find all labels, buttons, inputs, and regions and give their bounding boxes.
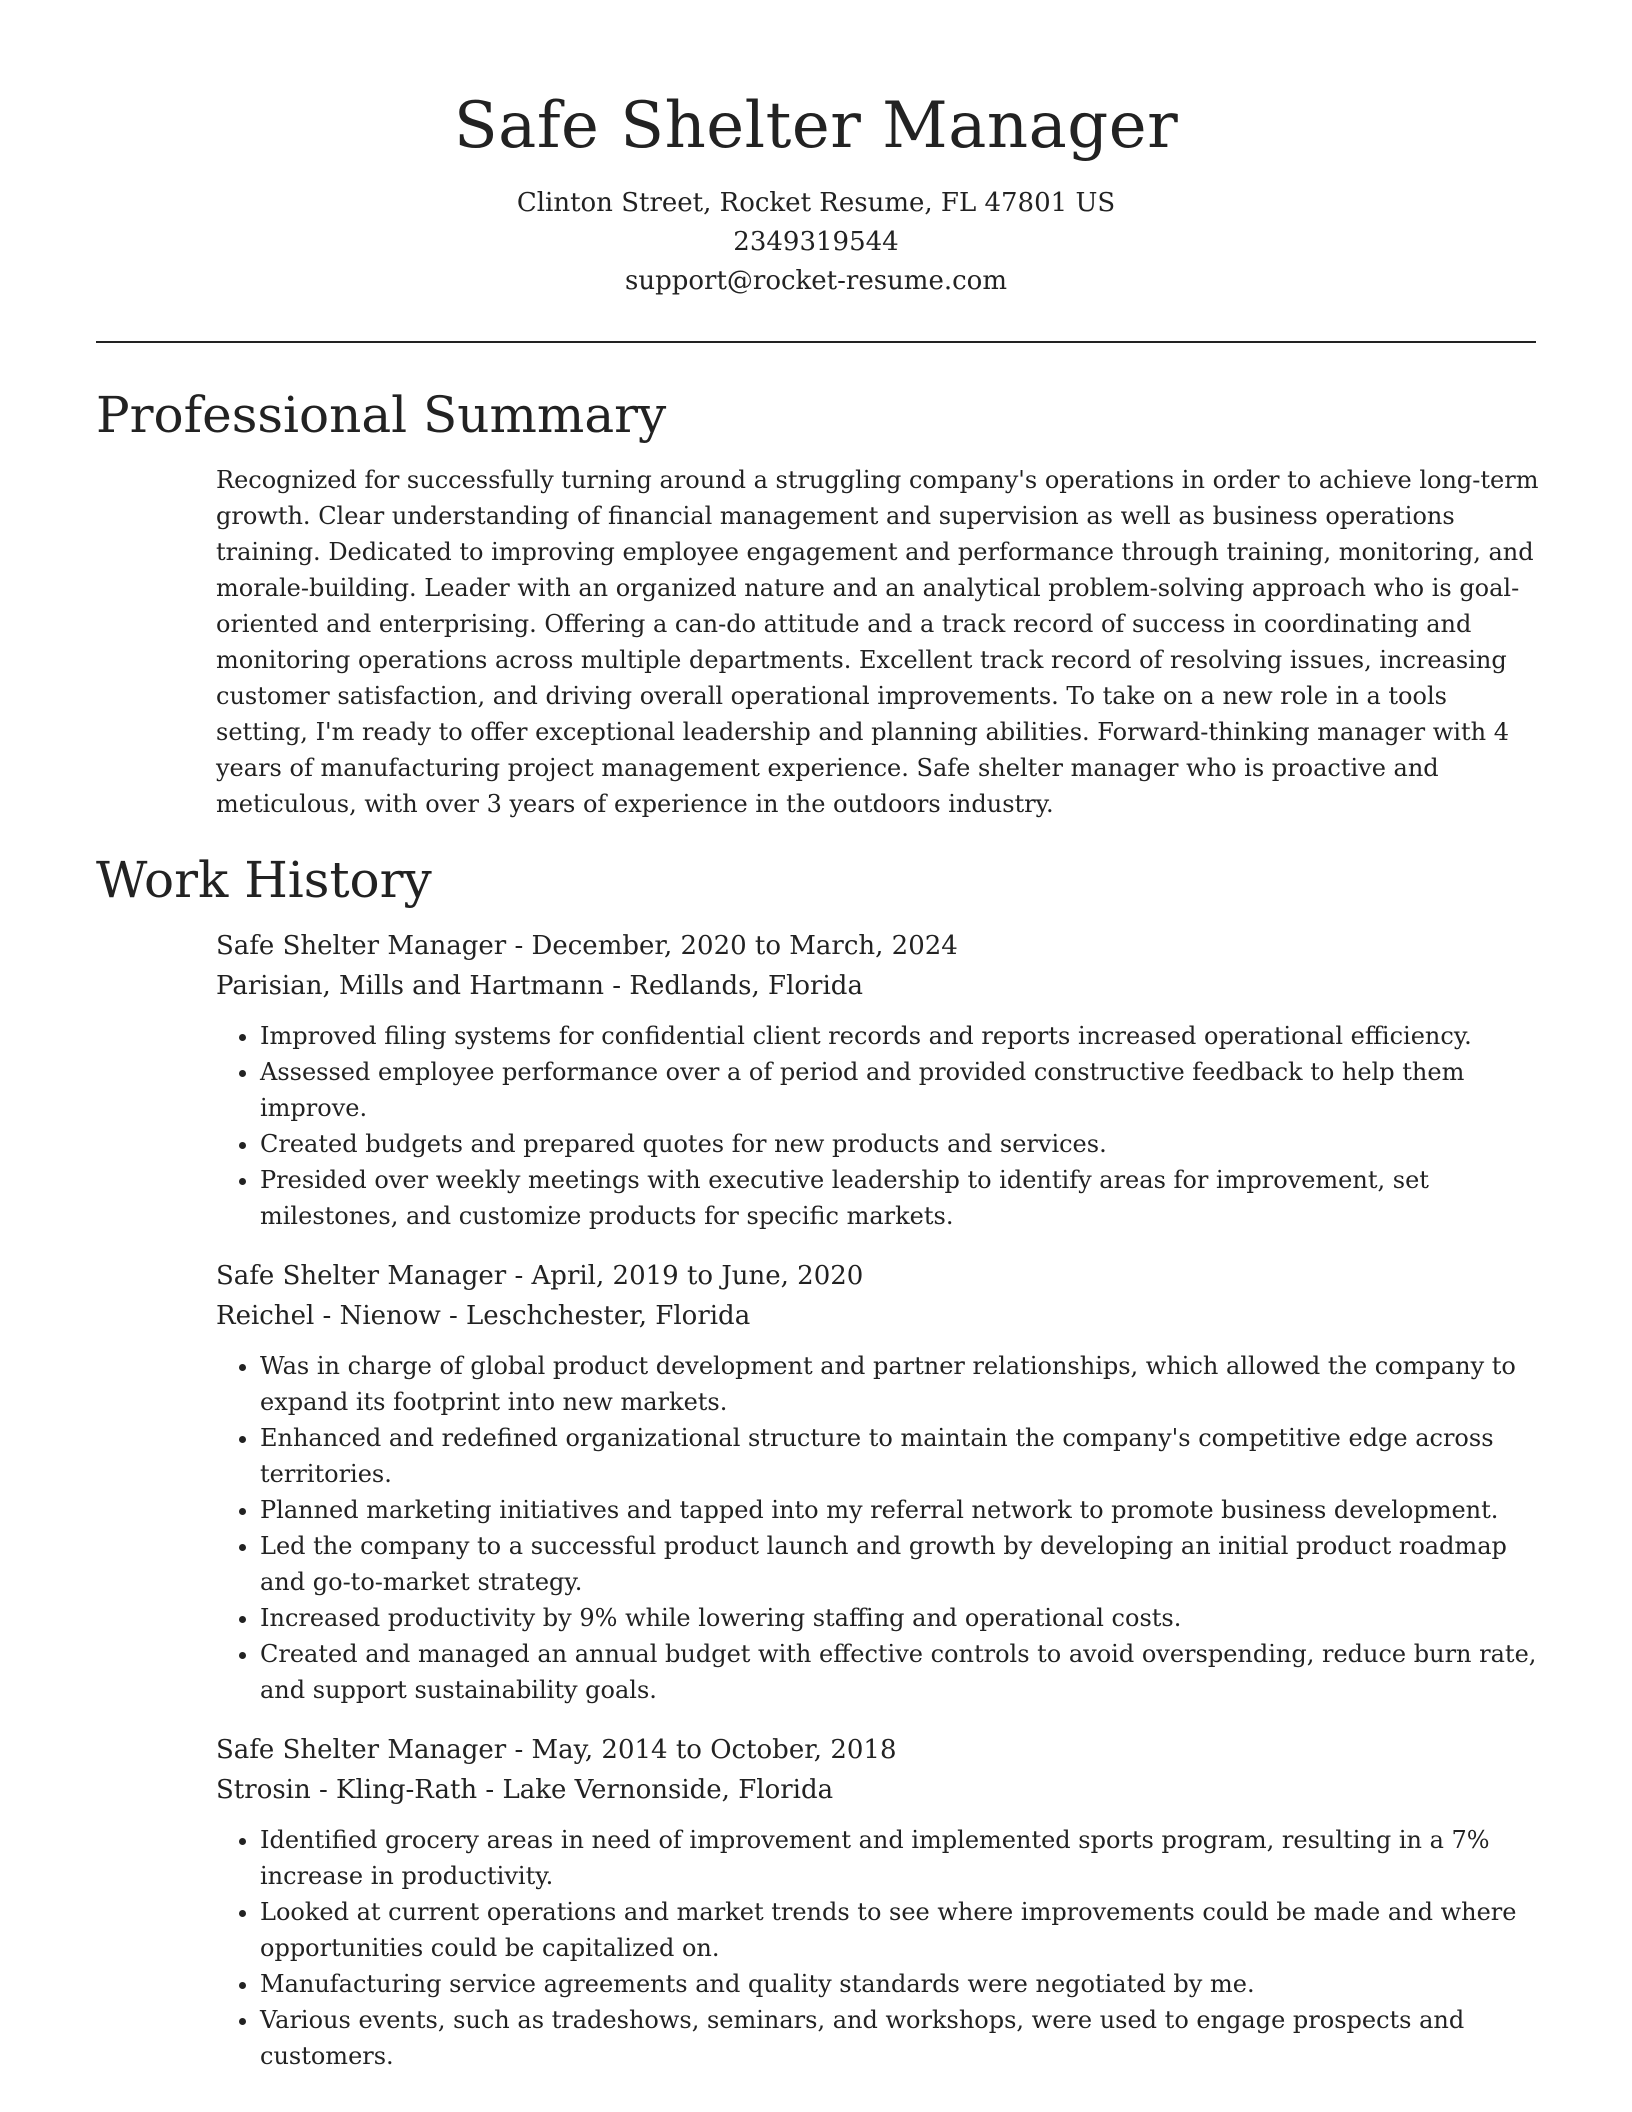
job-bullets — [216, 1348, 1546, 1708]
job-bullet: • Assessed employee performance over a of period and provided constructive feedback to help them improve. — [260, 1054, 1546, 1126]
job-location: - Lake Vernonside, Florida — [477, 1775, 834, 1805]
job-entry — [216, 1730, 1546, 2074]
job-bullets — [216, 1018, 1546, 1234]
job-entry — [216, 1256, 1546, 1708]
job-title-line — [216, 1256, 1546, 1296]
job-company: Strosin - Kling-Rath — [216, 1775, 478, 1805]
job-company-line — [216, 966, 1546, 1006]
job-bullet: • Created budgets and prepared quotes for new products and services. — [260, 1126, 1546, 1162]
job-company-line — [216, 1296, 1546, 1336]
job-location: - Leschchester, Florida — [440, 1301, 751, 1331]
email: support@rocket-resume.com — [624, 266, 1007, 296]
job-title-line — [216, 926, 1546, 966]
contact-block — [0, 184, 1632, 301]
job-role: Safe Shelter Manager — [216, 1261, 507, 1291]
job-bullet: • Manufacturing service agreements and quality standards were negotiated by me. — [260, 1966, 1546, 2002]
candidate-name: Safe Shelter Manager — [453, 89, 1179, 163]
job-title-line — [216, 1730, 1546, 1770]
phone: 2349319544 — [733, 227, 899, 257]
job-bullet: • Presided over weekly meetings with executive leadership to identify areas for improvement, set milestones, and customize products for specific markets. — [260, 1162, 1546, 1234]
job-entry — [216, 926, 1546, 1234]
job-role: Safe Shelter Manager — [216, 1735, 507, 1765]
resume-header — [0, 0, 1632, 301]
work-history-heading: Work History — [96, 851, 432, 909]
job-company-line — [216, 1770, 1546, 1810]
job-company: Parisian, Mills and Hartmann — [216, 971, 605, 1001]
summary-heading: Professional Summary — [96, 386, 667, 444]
job-bullet: • Increased productivity by 9% while lowering staffing and operational costs. — [260, 1600, 1546, 1636]
job-dates: - April, 2019 to June, 2020 — [506, 1261, 864, 1291]
job-dates: - May, 2014 to October, 2018 — [506, 1735, 897, 1765]
job-bullet: • Created and managed an annual budget with effective controls to avoid overspending, reduce burn rate, and support sustainability goals. — [260, 1636, 1546, 1708]
job-role: Safe Shelter Manager — [216, 931, 507, 961]
job-bullet: • Enhanced and redefined organizational structure to maintain the company's competitive edge across territories. — [260, 1420, 1546, 1492]
job-bullet: • Planned marketing initiatives and tapped into my referral network to promote business development. — [260, 1492, 1546, 1528]
job-bullet: • Was in charge of global product development and partner relationships, which allowed the company to expand its footprint into new markets. — [260, 1348, 1546, 1420]
job-company: Reichel - Nienow — [216, 1301, 441, 1331]
work-history-list — [216, 926, 1546, 2096]
job-location: - Redlands, Florida — [604, 971, 863, 1001]
header-divider — [96, 341, 1536, 343]
job-dates: - December, 2020 to March, 2024 — [506, 931, 958, 961]
summary-text: Recognized for successfully turning around a struggling company's operations in order to achieve long-term growth. Clear understanding of financial management and supervision as well as business operations training. Dedicated to improving employee engagement and performance through training, monitoring, and morale-building. Leader with an organized nature and an analytical problem-solving approach who is goal-oriented and enterprising. Offering a can-do attitude and a track record of success in coordinating and monitoring operations across multiple departments. Excellent track record of resolving issues, increasing customer satisfaction, and driving overall operational improvements. To take on a new role in a tools setting, I'm ready to offer exceptional leadership and planning abilities. Forward-thinking manager with 4 years of manufacturing project management experience. Safe shelter manager who is proactive and meticulous, with over 3 years of experience in the outdoors industry. — [216, 466, 1539, 818]
job-bullet: • Looked at current operations and market trends to see where improvements could be made and where opportunities could be capitalized on. — [260, 1894, 1546, 1966]
job-bullet: • Various events, such as tradeshows, seminars, and workshops, were used to engage prospects and customers. — [260, 2002, 1546, 2074]
job-bullets — [216, 1822, 1546, 2074]
address: Clinton Street, Rocket Resume, FL 47801 US — [516, 188, 1116, 218]
job-bullet: • Improved filing systems for confidential client records and reports increased operational efficiency. — [260, 1018, 1546, 1054]
job-bullet: • Led the company to a successful product launch and growth by developing an initial product roadmap and go-to-market strategy. — [260, 1528, 1546, 1600]
job-bullet: • Identified grocery areas in need of improvement and implemented sports program, resulting in a 7% increase in productivity. — [260, 1822, 1546, 1894]
